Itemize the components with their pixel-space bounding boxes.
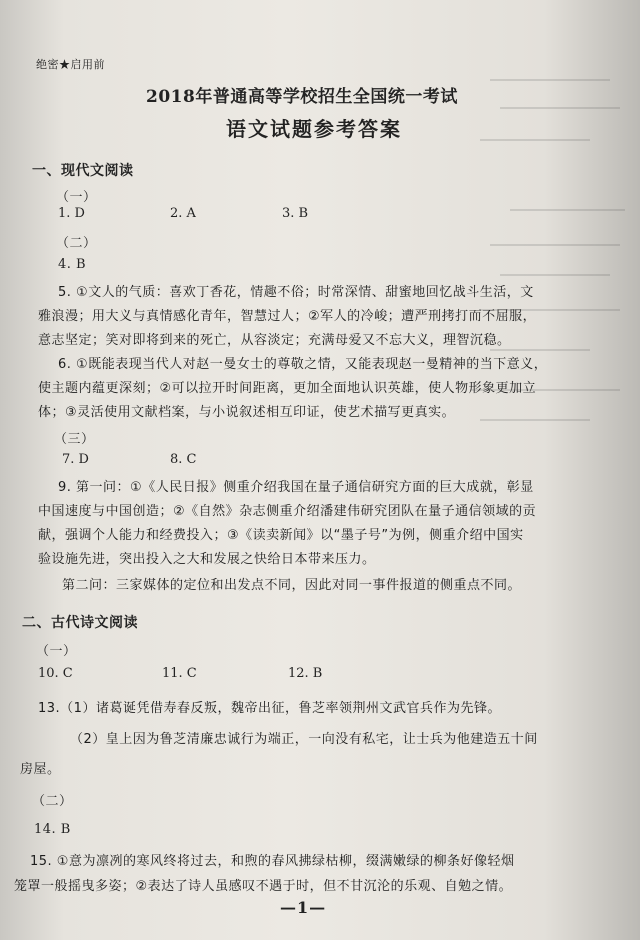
answer-8: 8. C (170, 452, 197, 467)
section-title: 一、现代文阅读 (32, 163, 134, 179)
answer-12: 12. B (288, 666, 323, 681)
answer-text: 雅浪漫；用大义与真情感化青年，智慧过人；②军人的冷峻；遭严刑拷打而不屈服， (38, 309, 537, 324)
part-label: （二） (56, 236, 97, 251)
page-number: —1— (280, 898, 327, 917)
answer-text: 使主题内蕴更深刻；②可以拉开时间距离，更加全面地认识英雄，使人物形象更加立 (38, 381, 537, 396)
confidential-label: 绝密★启用前 (36, 58, 105, 71)
answer-10: 10. C (38, 666, 73, 681)
section-title: 二、古代诗文阅读 (22, 615, 138, 631)
answer-text: 第二问：三家媒体的定位和出发点不同，因此对同一事件报道的侧重点不同。 (62, 578, 522, 593)
answer-1: 1. D (58, 206, 85, 221)
answer-text: 体；③灵活使用文献档案，与小说叙述相互印证，使艺术描写更真实。 (38, 405, 456, 420)
answer-7: 7. D (62, 452, 89, 467)
answer-text: 验设施先进，突出投入之大和发展之快给日本带来压力。 (38, 552, 376, 567)
answer-text: 9. 第一问：①《人民日报》侧重介绍我国在量子通信研究方面的巨大成就，彰显 (58, 480, 534, 495)
answer-3: 3. B (282, 206, 309, 221)
answer-text: 5. ①文人的气质：喜欢丁香花，情趣不俗；时常深情、甜蜜地回忆战斗生活，文 (58, 285, 534, 300)
answer-text: 献，强调个人能力和经费投入；③《读卖新闻》以“墨子号”为例，侧重介绍中国实 (38, 528, 524, 543)
answer-text: 中国速度与中国创造；②《自然》杂志侧重介绍潘建伟研究团队在量子通信领域的贡 (38, 504, 537, 519)
answer-text: 6. ①既能表现当代人对赵一曼女士的尊敬之情，又能表现赵一曼精神的当下意义， (58, 357, 548, 372)
answer-text: 15. ①意为凛冽的寒风终将过去，和煦的春风拂绿枯柳，缀满嫩绿的柳条好像轻烟 (30, 854, 515, 869)
answer-row (38, 666, 322, 681)
answer-text: （2）皇上因为鲁芝清廉忠诚行为端正，一向没有私宅，让士兵为他建造五十间 (70, 732, 538, 747)
answer-row (58, 206, 308, 221)
exam-title: 2018年普通高等学校招生全国统一考试 (146, 87, 458, 107)
answer-text: 13.（1）诸葛诞凭借寿春反叛，魏帝出征，鲁芝率领荆州文武官兵作为先锋。 (38, 701, 501, 716)
document-title: 语文试题参考答案 (226, 117, 402, 141)
part-label: （一） (56, 190, 97, 205)
answer-text: 房屋。 (20, 762, 61, 777)
answer-text: 意志坚定；笑对即将到来的死亡，从容淡定；充满母爱又不忘大义，理智沉稳。 (38, 333, 511, 348)
answer-text: 笼罩一般摇曳多姿；②表达了诗人虽感叹不遇于时，但不甘沉沦的乐观、自勉之情。 (14, 879, 513, 894)
answer-4: 4. B (58, 257, 87, 272)
part-label: （一） (36, 644, 77, 659)
answer-2: 2. A (170, 206, 196, 221)
part-label: （三） (54, 432, 95, 447)
answer-14: 14. B (34, 822, 71, 837)
bleed-through-text (470, 60, 630, 480)
answer-11: 11. C (162, 666, 197, 681)
part-label: （二） (32, 794, 73, 809)
answer-row (62, 452, 196, 467)
